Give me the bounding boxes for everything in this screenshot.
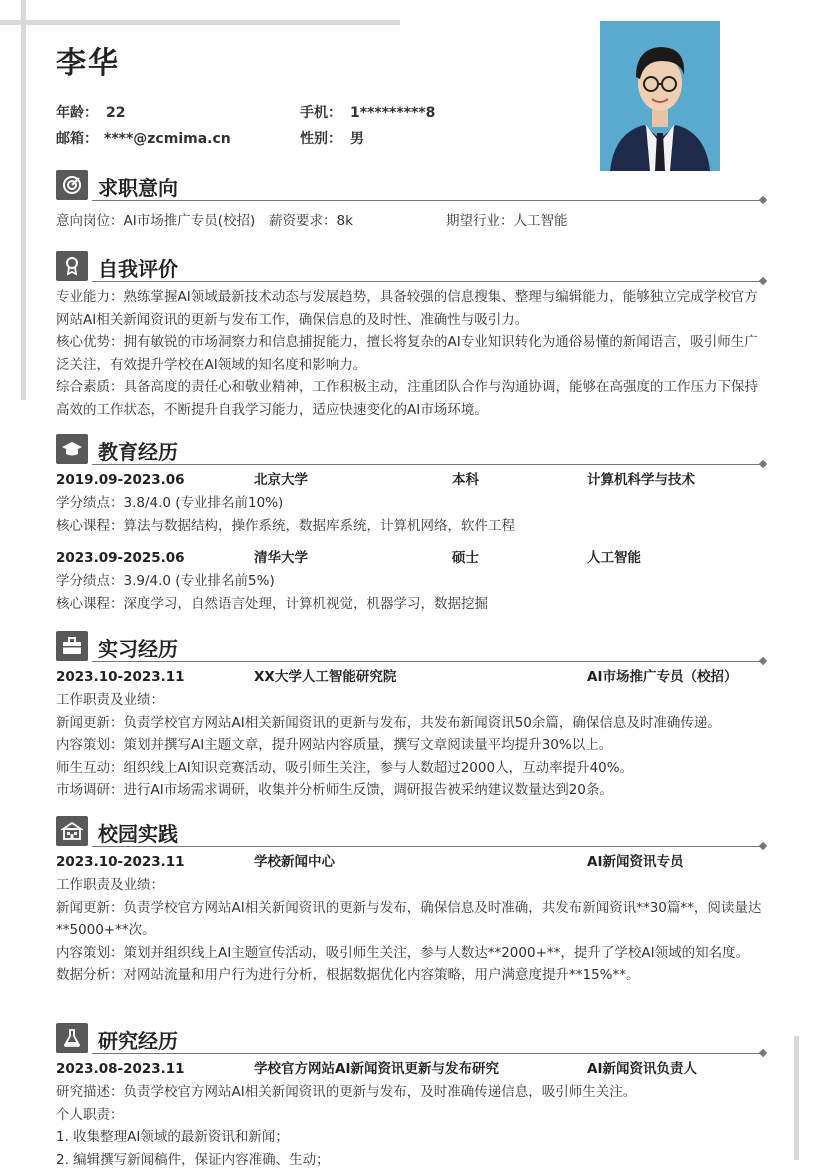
edu-major: 计算机科学与技术 (587, 469, 695, 492)
divider-diamond (759, 1049, 767, 1057)
edu-courses: 核心课程：算法与数据结构，操作系统，数据库系统，计算机网络，软件工程 (56, 515, 766, 538)
edu-degree: 硕士 (452, 547, 479, 570)
research-project: 学校官方网站AI新闻资讯更新与发布研究 (254, 1058, 499, 1081)
section-title: 研究经历 (98, 1025, 178, 1054)
edu-major: 人工智能 (587, 547, 641, 570)
edu-gpa: 学分绩点：3.9/4.0 (专业排名前5%) (56, 570, 766, 593)
research-line: 个人职责： (56, 1104, 766, 1127)
intent-salary: 薪资要求：8k (269, 210, 353, 233)
section-self-evaluation (56, 251, 766, 421)
divider (92, 661, 762, 662)
intern-org: XX大学人工智能研究院 (254, 666, 396, 689)
divider-diamond (759, 277, 767, 285)
portrait-illustration (600, 21, 720, 171)
edu-school: 清华大学 (254, 547, 308, 570)
phone-info (300, 102, 435, 122)
section-header (56, 251, 766, 283)
section-job-intent (56, 170, 766, 233)
email-info (56, 128, 231, 148)
intern-line: 师生互动：组织线上AI知识竞赛活动，吸引师生关注，参与人数超过2000人，互动率提升40%。 (56, 757, 766, 780)
section-internship (56, 631, 766, 802)
edu-degree: 本科 (452, 469, 479, 492)
section-header (56, 434, 766, 466)
campus-line: 工作职责及业绩： (56, 874, 766, 897)
divider (92, 464, 762, 465)
intern-role: AI市场推广专员（校招） (587, 666, 737, 689)
section-header (56, 1023, 766, 1055)
age-value: 22 (106, 105, 125, 121)
campus-line: 内容策划：策划并组织线上AI主题宣传活动，吸引师生关注，参与人数达**2000+**，提升了学校AI领域的知名度。 (56, 942, 766, 965)
divider-diamond (759, 460, 767, 468)
gender-value: 男 (350, 131, 364, 147)
research-line: 2. 编辑撰写新闻稿件，保证内容准确、生动； (56, 1149, 766, 1171)
section-title: 实习经历 (98, 633, 178, 662)
intent-position: 意向岗位：AI市场推广专员(校招) (56, 210, 255, 233)
self-eval-paragraph: 综合素质：具备高度的责任心和敬业精神，工作积极主动，注重团队合作与沟通协调，能够在高强度的工作压力下保持高效的工作状态，不断提升自我学习能力，适应快速变化的AI市场环境。 (56, 376, 766, 421)
divider (92, 200, 762, 201)
research-role: AI新闻资讯负责人 (587, 1058, 697, 1081)
section-title: 自我评价 (98, 253, 178, 282)
divider-diamond (759, 196, 767, 204)
decorative-bar-top (0, 20, 400, 25)
decorative-bar-left (21, 0, 26, 400)
flask-icon (56, 1023, 88, 1053)
intent-industry: 期望行业：人工智能 (446, 210, 568, 233)
phone-label: 手机： (300, 105, 342, 121)
award-icon (56, 251, 88, 281)
intern-line: 工作职责及业绩： (56, 689, 766, 712)
section-header (56, 170, 766, 202)
gender-info (300, 128, 364, 148)
briefcase-icon (56, 631, 88, 661)
research-line: 1. 收集整理AI领域的最新资讯和新闻； (56, 1126, 766, 1149)
section-title: 求职意向 (98, 172, 178, 201)
research-line: 研究描述：负责学校官方网站AI相关新闻资讯的更新与发布，及时准确传递信息，吸引师生关注。 (56, 1081, 766, 1104)
edu-school: 北京大学 (254, 469, 308, 492)
section-campus-practice (56, 816, 766, 987)
profile-photo (600, 21, 720, 171)
campus-org: 学校新闻中心 (254, 851, 335, 874)
target-icon (56, 170, 88, 200)
building-icon (56, 816, 88, 846)
edu-period: 2019.09-2023.06 (56, 469, 185, 492)
education-item (56, 469, 766, 537)
phone-value: 1*********8 (350, 105, 435, 121)
research-period: 2023.08-2023.11 (56, 1058, 185, 1081)
section-education (56, 434, 766, 615)
section-title: 校园实践 (98, 818, 178, 847)
graduation-cap-icon (56, 434, 88, 464)
intern-line: 内容策划：策划并撰写AI主题文章，提升网站内容质量，撰写文章阅读量平均提升30%以上。 (56, 734, 766, 757)
age-info (56, 102, 125, 122)
self-eval-paragraph: 专业能力：熟练掌握AI领域最新技术动态与发展趋势，具备较强的信息搜集、整理与编辑能力，能够独立完成学校官方网站AI相关新闻资讯的更新与发布工作，确保信息的及时性、准确性与吸引力。 (56, 286, 766, 331)
intern-period: 2023.10-2023.11 (56, 666, 185, 689)
age-label: 年龄： (56, 105, 98, 121)
decorative-bar-right (794, 1036, 799, 1160)
edu-gpa: 学分绩点：3.8/4.0 (专业排名前10%) (56, 492, 766, 515)
divider (92, 1053, 762, 1054)
campus-line: 新闻更新：负责学校官方网站AI相关新闻资讯的更新与发布，确保信息及时准确，共发布新闻资讯**30篇**，阅读量达**5000+**次。 (56, 897, 766, 942)
divider-diamond (759, 657, 767, 665)
divider-diamond (759, 842, 767, 850)
email-value: ****@zcmima.cn (104, 131, 231, 147)
edu-courses: 核心课程：深度学习，自然语言处理，计算机视觉，机器学习，数据挖掘 (56, 593, 766, 616)
intern-line: 市场调研：进行AI市场需求调研，收集并分析师生反馈，调研报告被采纳建议数量达到20条。 (56, 779, 766, 802)
section-title: 教育经历 (98, 436, 178, 465)
self-eval-paragraph: 核心优势：拥有敏锐的市场洞察力和信息捕捉能力，擅长将复杂的AI专业知识转化为通俗易懂的新闻语言，吸引师生广泛关注，有效提升学校在AI领域的知名度和影响力。 (56, 331, 766, 376)
divider (92, 281, 762, 282)
email-label: 邮箱： (56, 131, 98, 147)
divider (92, 846, 762, 847)
section-header (56, 816, 766, 848)
candidate-name: 李华 (56, 38, 120, 82)
intern-line: 新闻更新：负责学校官方网站AI相关新闻资讯的更新与发布，共发布新闻资讯50余篇，确保信息及时准确传递。 (56, 712, 766, 735)
edu-period: 2023.09-2025.06 (56, 547, 185, 570)
campus-period: 2023.10-2023.11 (56, 851, 185, 874)
campus-line: 数据分析：对网站流量和用户行为进行分析，根据数据优化内容策略，用户满意度提升**15%**。 (56, 964, 766, 987)
section-research (56, 1023, 766, 1171)
campus-role: AI新闻资讯专员 (587, 851, 683, 874)
education-item (56, 547, 766, 615)
gender-label: 性别： (300, 131, 342, 147)
section-header (56, 631, 766, 663)
